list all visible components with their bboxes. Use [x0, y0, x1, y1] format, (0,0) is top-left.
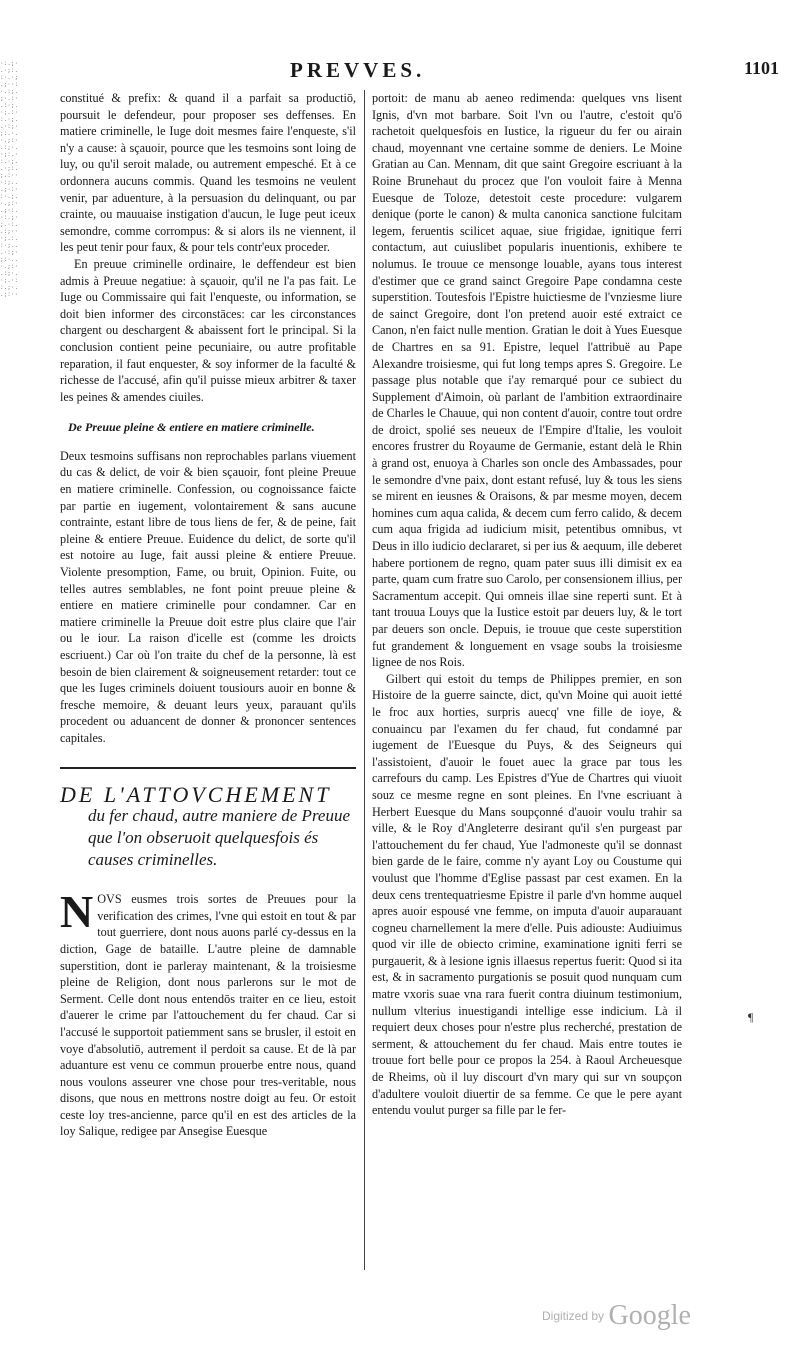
body-paragraph: Gilbert qui estoit du temps de Philippes premier, en son Histoire de la guerre saincte, dict, qu'vn Moine qui auoit ietté le froc aux horties, surpris auecq' vne fille de ioye, & conuaincu par l'examen du fer chaud, fut condamné par iugement de l'Euesque du Puys, & des Seigneurs qui l'assistoient, d'auoir le fouet auec la grace par tous les carrefours du camp. Les Epistres d'Yue de Chartres qui viuoit souz ce mesme regne en sont pleines. En l'vne escriuant à Herbert Euesque du Mans soupçonné d'auoir voulu trahir sa ville, & le Roy d'Angleterre desirant qu'il s'en purgeast par l'attouchement du fer chaud, Yue l'admoneste qu'il se donnast bien garde de le faire, comme n'y ayant Loy ou Coustume qui voulust que l'homme d'Eglise passast par cest examen. En la deux cens trentequatriesme Epistre il parle d'vn homme auquel apres auoir espousé vne femme, on imputa d'auoir auparauant cogneu charnellement la mere d'elle. Puis adiouste: Audiuimus quod vir ille de obiecto crimine, examinatione igniti ferri se purgauerit, & à lesione ignis illaesus repertus fuerit: Quod si ita est, & in sacramento purgationis se posuit quod nunquam cum matre vxoris suae vna rara fuerit contra diuinum testimonium, nullum vlterius inuestigandi intellige esse indicium. Là il requiert deux choses pour n'estre plus recherché, prestation de serment, & attouchement du fer chaud. Mais entre toutes ie trouue fort belle pour ce propos la 254. à Raoul Archeuesque de Rheims, où il luy discourt d'vn mary qui sur vn soupçon d'adultere vouloit diuertir de sa femme. Ce que le pere ayant entendu voulut purger sa fille par le fer- [372, 671, 682, 1118]
subheading: De Preuue pleine & entiere en matiere criminelle. [68, 420, 315, 435]
opening-paragraph-text: OVS eusmes trois sortes de Preuues pour la verification des crimes, l'vne qui estoit en tout & par tout guerriere, dont nous auons parlé cy-dessus en la diction, Gage de bataille. L'autre pleine de damnable superstition, dont ie parleray maintenant, & la troisiesme pleine de Religion, dont nous parlerons sur le mot de Serment. Celle dont nous entendōs traiter en ce lieu, estoit d'auerer le crime par l'attouchement du fer chaud. Car si l'accusé le supportoit patiemment sans se brusler, il estoit en voye d'absolutiō, autrement il perdoit sa cause. Et de là par aduanture est venu ce commun prouerbe entre nous, quand nous voulons asseurer vne chose pour tres-veritable, nous disons, que nous en mettrons nostre doigt au feu. Or estoit ceste loy tres-ancienne, parce qu'il en est des articles de la loy Salique, redigee par Ansegise Euesque [60, 892, 356, 1139]
opening-paragraph [60, 886, 356, 1140]
running-head: PREVVES. [290, 58, 426, 82]
body-paragraph: portoit: de manu ab aeneo redimenda: quelques vns lisent Ignis, d'vn mot barbare. Soit l'vn ou l'autre, c'estoit qu'ō rachetoit quelquesfois en Iustice, la rigueur du fer ou airain chaud, moyennant vne certaine somme de deniers. Le Moine Gratian au Can. Mennam, dit que saint Gregoire escriuant à la Roine Brunehaut du procez que l'on vouloit faire à Menna Euesque de Toloze, detestoit ceste procedure: vulgarem denique (porte le canon) & multa canonica sanctione fulcitam legem, feruentis scilicet aquae, siue frigidae, ignitique ferri contactum, aut cuiuslibet popularis inuentionis, exhibere te nolumus. Ie trouue ce mensonge louable, ayans tous interest d'estimer que ce grand sainct Gregoire Pape condamna ceste superstition. Toutesfois l'Epistre huictiesme de l'vnziesme liure de sainct Gregoire, dont l'on pretend auoir esté extraict ce Canon, n'en faict nulle mention. Gratian le doit à Yues Euesque de Chartres en sa 91. Epistre, lequel l'attribuë au Pape Alexandre troisiesme, qui fut long temps apres S. Gregoire. Le passage plus notable que i'ay remarqué pour ce subiect du Supplement d'Aimoin, où parlant de l'ambition extraordinaire de Charles le Chauue, qui non content d'auoir, contre tout ordre de droict, spolié ses neueux de l'Empire d'Italie, les vouloit encores frustrer du Royaume de Germanie, estant delà le Rhin à grand ost, enuoya à Charles son oncle des Ambassades, pour le semondre d'vne paix, dont estant refusé, luy & tous les siens se mirent en ieusnes & Oraisons, & par mesme moyen, decem homines cum aqua calida, & decem cum ferro calido, & decem cum aqua frigida ad iudicium misit, petentibus omnibus, vt Deus in illo iudicio declararet, si per ius & aequum, ille deberet habere portionem de regno, quam pater suus illi dimisit ex ea parte, quam cum fratre suo Carolo, per consensionem illius, per Sacramentum accepit. Qui omneis illae sine reperti sunt. Et à tant trouua Louys que la Iustice estoit par deuers luy, & le tort par deuers son oncle. Depuis, ie trouue que ceste superstition fut grandement & longuement en vsage soubs la troisiesme lignee de nos Rois. [372, 91, 683, 670]
digitized-by-google-watermark [542, 1300, 691, 1332]
body-paragraph: constitué & prefix: & quand il a parfait sa productiō, poursuit le defendeur, pour proposer ses deffenses. En matiere criminelle, le Iuge doit mesmes faire l'enqueste, s'il n'y a cause: à sçauoir, pource que les tesmoins sont loing de luy, ou qu'il seroit malade, ou autrement empesché. Et à ce ordonnera aucuns commis. Quand les tesmoins ne veulent venir, par aduenture, à la persuasion du delinquant, ou par crainte, ou mauuaise instigation d'aucun, le Iuge peut iceux semondre, comme corrompus: & si alors ils ne viennent, il les peut tenir pour faux, & pour tels contr'eux proceder. [60, 91, 356, 255]
right-column [372, 90, 682, 1119]
column-divider [364, 90, 365, 1270]
drop-cap: N [60, 886, 94, 938]
section-divider [60, 767, 356, 769]
google-logo: Google [608, 1300, 691, 1331]
left-column [60, 90, 356, 1140]
scan-edge-artifact: ·:.;· .·;:. :·.·; .;··: ·.:;. ;·.:· .:·;. ·;.:· :.·;. .·:;· ;:.·. ·.;:· .:;·. ·;:.· :.·;. .·;:. ;.:·· ·:;.. .;·:· :·.;. ·.;:· .;·:. ·:.;· ;.·:. .:;·· ·;.:. :·;.. .·:;· ;:·.. ·.;:· .:;·. ·;.·: :.;·. .;:·· [0, 60, 19, 298]
section-subtitle: du fer chaud, autre maniere de Preuue que l'on obseruoit quelquesfois és causes criminelles. [88, 806, 351, 870]
section-title: DE L'ATTOVCHEMENT [60, 781, 332, 807]
digitized-by-label: Digitized by [542, 1309, 605, 1323]
body-paragraph: En preuue criminelle ordinaire, le deffendeur est bien admis à Preuue negatiue: à sçauoir, qu'il ne l'a pas fait. Le Iuge ou Commissaire qui fait l'enqueste, ou information, se doit bien informer des circonstāces: car les circonstances chargent ou deschargent & abaissent fort le principal. Si la conclusion contient peine pecuniaire, ou autre profitable reparation, il faut enquester, & soy informer de la faculté & richesse de l'accusé, afin qu'il puisse mieux arbitrer & taxer les peines & amendes ciuiles. [60, 256, 356, 404]
body-paragraph: Deux tesmoins suffisans non reprochables parlans viuement du cas & delict, de voir & bien sçauoir, font pleine Preuue en matiere criminelle. Confession, ou cognoissance faicte par partie en iugement, volontairement & sans aucune contrainte, estant libre de tous liens de fer, & de peine, fait pleine & entiere Preuue. Euidence du delict, de sorte qu'il est notoire au Iuge, fait aussi pleine & entiere Preuue. Violente presomption, Fame, ou bruit, Opinion. Fuite, ou telles autres semblables, ne font point preuue pleine & entiere en matiere criminelle pour condamner. Car en matiere criminelle la Preuue doit estre plus claire que l'air ou le iour. La raison d'icelle est (comme les droicts escriuent.) Car où l'on traite du chef de la personne, là est besoin de bien clairement & soigneusement retarder: tout ce que les Iuges criminels doiuent tousiours auoir en bonne & fresche memoire, & deuant leurs yeux, parauant qu'ils procedent ou aduancent de donner & prononcer sentences capitales. [60, 448, 356, 745]
margin-mark: ¶ [748, 1010, 754, 1024]
page-number: 1101 [744, 58, 780, 78]
